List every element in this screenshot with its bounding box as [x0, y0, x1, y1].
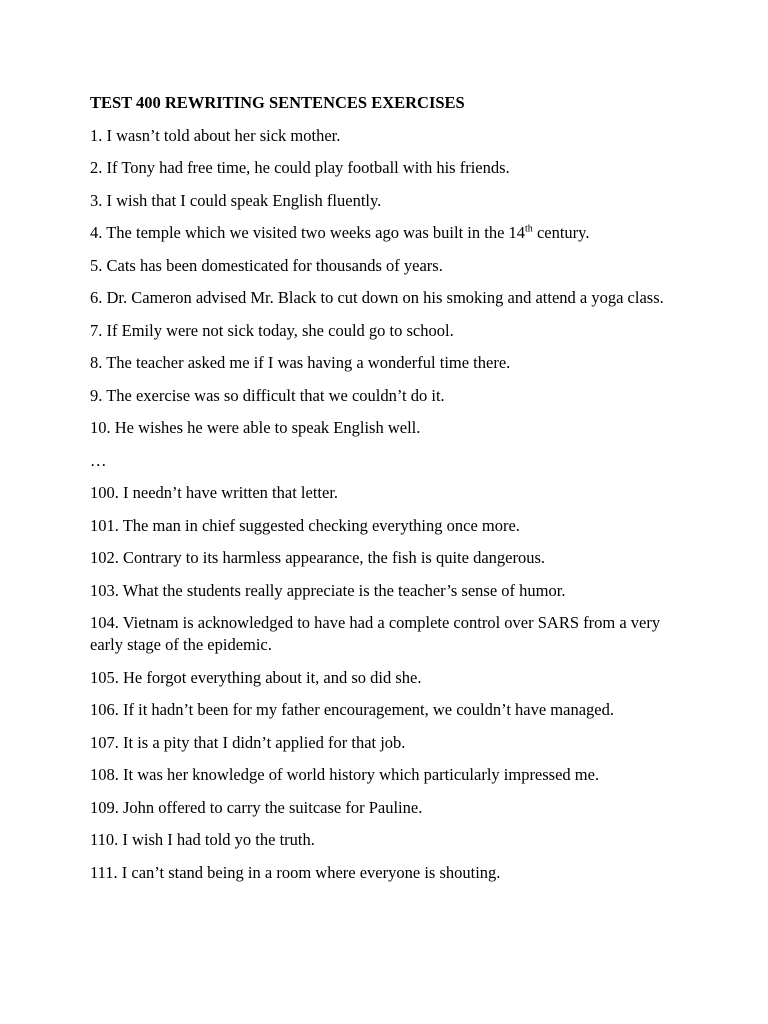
sentence-item: 108. It was her knowledge of world history which particularly impressed me.	[90, 765, 600, 784]
sentence-item: 106. If it hadn’t been for my father encouragement, we couldn’t have managed.	[90, 700, 614, 719]
sentence-item: 110. I wish I had told yo the truth.	[90, 830, 315, 849]
ordinal-suffix: th	[525, 223, 533, 235]
sentence-item: 109. John offered to carry the suitcase for Pauline.	[90, 797, 423, 817]
sentence-item: 1. I wasn’t told about her sick mother.	[90, 125, 341, 145]
sentence-text: 4. The temple which we visited two weeks ago was built in the 14	[90, 223, 526, 242]
sentence-item: 103. What the students really appreciate is the teacher’s sense of humor.	[90, 580, 566, 600]
sentence-item: 7. If Emily were not sick today, she could go to school.	[90, 320, 454, 340]
sentence-item: 107. It is a pity that I didn’t applied for that job.	[90, 732, 406, 752]
document-title: TEST 400 REWRITING SENTENCES EXERCISES	[90, 93, 465, 112]
sentence-item: 105. He forgot everything about it, and so did she.	[90, 667, 422, 687]
sentence-item: 8. The teacher asked me if I was having a wonderful time there.	[90, 353, 511, 372]
ellipsis: …	[90, 450, 107, 470]
sentence-item: 104. Vietnam is acknowledged to have had a complete control over SARS from a very early stage of the epidemic.	[90, 613, 661, 654]
sentence-item: 102. Contrary to its harmless appearance, the fish is quite dangerous.	[90, 548, 546, 567]
sentence-item	[90, 222, 680, 244]
sentence-item: 5. Cats has been domesticated for thousands of years.	[90, 255, 443, 275]
document-page	[90, 92, 680, 894]
sentence-text: century.	[532, 223, 590, 242]
sentence-item: 2. If Tony had free time, he could play football with his friends.	[90, 158, 510, 177]
sentence-item: 111. I can’t stand being in a room where everyone is shouting.	[90, 862, 501, 882]
sentence-item: 9. The exercise was so difficult that we couldn’t do it.	[90, 385, 445, 405]
sentence-item: 3. I wish that I could speak English fluently.	[90, 190, 382, 210]
sentence-item: 100. I needn’t have written that letter.	[90, 483, 339, 502]
sentence-item: 101. The man in chief suggested checking everything once more.	[90, 515, 520, 535]
sentence-item: 10. He wishes he were able to speak English well.	[90, 418, 421, 437]
sentence-item: 6. Dr. Cameron advised Mr. Black to cut down on his smoking and attend a yoga class.	[90, 288, 664, 307]
